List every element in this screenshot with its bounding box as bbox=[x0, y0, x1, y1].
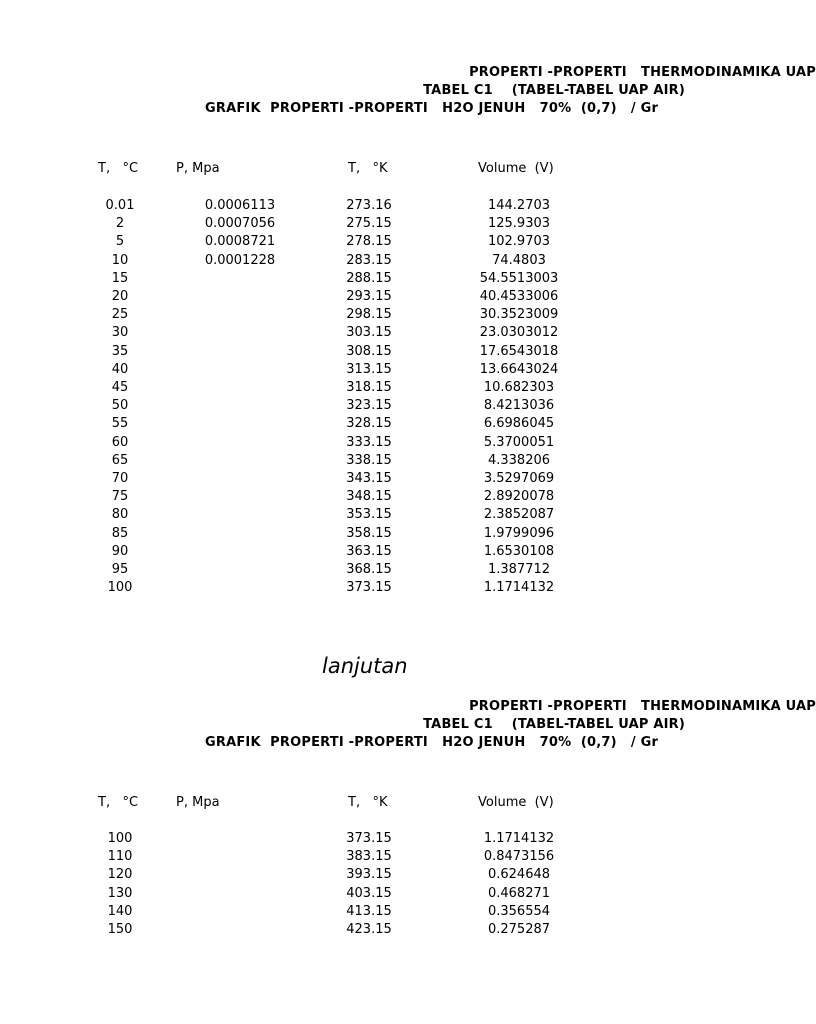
temp-k-cell: 338.15 bbox=[346, 452, 392, 468]
temp-k-cell: 373.15 bbox=[346, 580, 392, 596]
section2-header-temp-c: T, °C bbox=[98, 795, 139, 810]
temp-c-cell: 50 bbox=[111, 398, 129, 414]
section1-header-pressure: P, Mpa bbox=[176, 161, 220, 176]
table-row bbox=[0, 903, 768, 921]
temp-c-cell: 0.01 bbox=[105, 198, 135, 213]
temp-c-cell: 15 bbox=[111, 270, 129, 286]
temp-k-cell: 328.15 bbox=[346, 416, 392, 432]
volume-cell: 1.387712 bbox=[487, 562, 551, 577]
temp-c-cell: 130 bbox=[107, 885, 133, 901]
temp-k-cell: 403.15 bbox=[346, 885, 392, 901]
volume-cell: 6.6986045 bbox=[483, 416, 555, 432]
volume-cell: 3.5297069 bbox=[483, 471, 555, 486]
volume-cell: 2.3852087 bbox=[483, 507, 555, 523]
table-row bbox=[0, 343, 768, 361]
temp-k-cell: 423.15 bbox=[346, 922, 392, 937]
temp-k-cell: 318.15 bbox=[346, 380, 392, 395]
section1-title-line-1: PROPERTI -PROPERTI THERMODINAMIKA UAP bbox=[469, 65, 816, 80]
section2-title-line-3: GRAFIK PROPERTI -PROPERTI H2O JENUH 70% (0,7) / Gr bbox=[205, 735, 659, 750]
table-row bbox=[0, 561, 768, 579]
temp-k-cell: 343.15 bbox=[346, 471, 392, 486]
volume-cell: 10.682303 bbox=[483, 380, 555, 395]
volume-cell: 4.338206 bbox=[487, 452, 551, 468]
pressure-cell: 0.0008721 bbox=[204, 234, 276, 250]
volume-cell: 125.9303 bbox=[487, 216, 551, 232]
table-row bbox=[0, 543, 768, 561]
volume-cell: 0.356554 bbox=[487, 903, 551, 919]
section2-title-line-1: PROPERTI -PROPERTI THERMODINAMIKA UAP bbox=[469, 699, 816, 714]
section2-header-volume: Volume (V) bbox=[478, 795, 554, 810]
temp-c-cell: 35 bbox=[111, 343, 129, 359]
volume-cell: 23.0303012 bbox=[479, 325, 559, 341]
temp-c-cell: 65 bbox=[111, 452, 129, 468]
temp-k-cell: 413.15 bbox=[346, 903, 392, 919]
temp-c-cell: 40 bbox=[111, 361, 129, 377]
temp-c-cell: 80 bbox=[111, 507, 129, 523]
table-row bbox=[0, 215, 768, 233]
volume-cell: 13.6643024 bbox=[479, 361, 559, 377]
volume-cell: 17.6543018 bbox=[479, 343, 559, 359]
temp-k-cell: 275.15 bbox=[346, 216, 392, 232]
volume-cell: 8.4213036 bbox=[483, 398, 555, 414]
table-row bbox=[0, 830, 768, 848]
table-row bbox=[0, 270, 768, 288]
temp-c-cell: 140 bbox=[107, 903, 133, 919]
table-row bbox=[0, 525, 768, 543]
volume-cell: 0.468271 bbox=[487, 885, 551, 901]
table-row bbox=[0, 324, 768, 342]
table-row bbox=[0, 885, 768, 903]
table-row bbox=[0, 921, 768, 939]
temp-c-cell: 90 bbox=[111, 543, 129, 559]
temp-c-cell: 150 bbox=[107, 922, 133, 937]
temp-k-cell: 273.16 bbox=[346, 198, 392, 213]
table-row bbox=[0, 397, 768, 415]
temp-c-cell: 5 bbox=[115, 234, 125, 250]
temp-k-cell: 303.15 bbox=[346, 325, 392, 341]
volume-cell: 1.6530108 bbox=[483, 543, 555, 559]
section1-header-temp-k: T, °K bbox=[348, 161, 388, 176]
temp-c-cell: 55 bbox=[111, 416, 129, 432]
volume-cell: 40.4533006 bbox=[479, 289, 559, 304]
continuation-label: lanjutan bbox=[322, 654, 408, 678]
section1-title-line-3: GRAFIK PROPERTI -PROPERTI H2O JENUH 70% (0,7) / Gr bbox=[205, 101, 659, 116]
volume-cell: 54.5513003 bbox=[479, 270, 559, 286]
section2-title bbox=[0, 698, 816, 754]
temp-k-cell: 348.15 bbox=[346, 489, 392, 505]
temp-k-cell: 358.15 bbox=[346, 525, 392, 541]
table-row bbox=[0, 306, 768, 324]
pressure-cell: 0.0007056 bbox=[204, 216, 276, 232]
temp-k-cell: 288.15 bbox=[346, 270, 392, 286]
section1-title bbox=[0, 64, 816, 120]
section1-header-volume: Volume (V) bbox=[478, 161, 554, 176]
temp-c-cell: 45 bbox=[111, 380, 129, 395]
section1-title-line-2: TABEL C1 (TABEL-TABEL UAP AIR) bbox=[423, 83, 685, 98]
section2-header-pressure: P, Mpa bbox=[176, 795, 220, 810]
table-row bbox=[0, 288, 768, 306]
volume-cell: 1.1714132 bbox=[483, 831, 555, 846]
temp-c-cell: 75 bbox=[111, 489, 129, 505]
table-row bbox=[0, 506, 768, 524]
temp-k-cell: 283.15 bbox=[346, 252, 392, 268]
temp-c-cell: 2 bbox=[115, 216, 125, 232]
temp-c-cell: 70 bbox=[111, 471, 129, 486]
temp-c-cell: 110 bbox=[107, 849, 133, 865]
volume-cell: 2.8920078 bbox=[483, 489, 555, 505]
pressure-cell: 0.0001228 bbox=[204, 252, 276, 268]
temp-k-cell: 323.15 bbox=[346, 398, 392, 414]
volume-cell: 5.3700051 bbox=[483, 434, 555, 450]
table-row bbox=[0, 848, 768, 866]
temp-c-cell: 95 bbox=[111, 562, 129, 577]
temp-k-cell: 278.15 bbox=[346, 234, 392, 250]
table-row bbox=[0, 415, 768, 433]
temp-c-cell: 10 bbox=[111, 252, 129, 268]
table-row bbox=[0, 452, 768, 470]
table-row bbox=[0, 866, 768, 884]
volume-cell: 1.9799096 bbox=[483, 525, 555, 541]
pressure-cell: 0.0006113 bbox=[204, 198, 276, 213]
volume-cell: 102.9703 bbox=[487, 234, 551, 250]
temp-k-cell: 353.15 bbox=[346, 507, 392, 523]
table-row bbox=[0, 361, 768, 379]
temp-k-cell: 368.15 bbox=[346, 562, 392, 577]
temp-k-cell: 373.15 bbox=[346, 831, 392, 846]
section2-title-line-2: TABEL C1 (TABEL-TABEL UAP AIR) bbox=[423, 717, 685, 732]
temp-k-cell: 308.15 bbox=[346, 343, 392, 359]
temp-k-cell: 393.15 bbox=[346, 867, 392, 883]
volume-cell: 0.624648 bbox=[487, 867, 551, 883]
temp-k-cell: 333.15 bbox=[346, 434, 392, 450]
temp-c-cell: 25 bbox=[111, 307, 129, 323]
temp-k-cell: 363.15 bbox=[346, 543, 392, 559]
temp-c-cell: 30 bbox=[111, 325, 129, 341]
volume-cell: 1.1714132 bbox=[483, 580, 555, 596]
temp-k-cell: 293.15 bbox=[346, 289, 392, 304]
table-row bbox=[0, 379, 768, 397]
temp-c-cell: 60 bbox=[111, 434, 129, 450]
table-row bbox=[0, 470, 768, 488]
table-row bbox=[0, 579, 768, 597]
temp-c-cell: 120 bbox=[107, 867, 133, 883]
temp-c-cell: 20 bbox=[111, 289, 129, 304]
temp-c-cell: 85 bbox=[111, 525, 129, 541]
volume-cell: 0.275287 bbox=[487, 922, 551, 937]
table-row bbox=[0, 197, 768, 215]
volume-cell: 74.4803 bbox=[492, 252, 546, 268]
table-row bbox=[0, 434, 768, 452]
table-row bbox=[0, 488, 768, 506]
temp-k-cell: 313.15 bbox=[346, 361, 392, 377]
temp-c-cell: 100 bbox=[107, 580, 133, 596]
table-row bbox=[0, 252, 768, 270]
table-row bbox=[0, 233, 768, 251]
volume-cell: 0.8473156 bbox=[483, 849, 555, 865]
section2-header-temp-k: T, °K bbox=[348, 795, 388, 810]
volume-cell: 144.2703 bbox=[487, 198, 551, 213]
section1-header-temp-c: T, °C bbox=[98, 161, 139, 176]
temp-c-cell: 100 bbox=[107, 831, 133, 846]
temp-k-cell: 298.15 bbox=[346, 307, 392, 323]
temp-k-cell: 383.15 bbox=[346, 849, 392, 865]
volume-cell: 30.3523009 bbox=[479, 307, 559, 323]
